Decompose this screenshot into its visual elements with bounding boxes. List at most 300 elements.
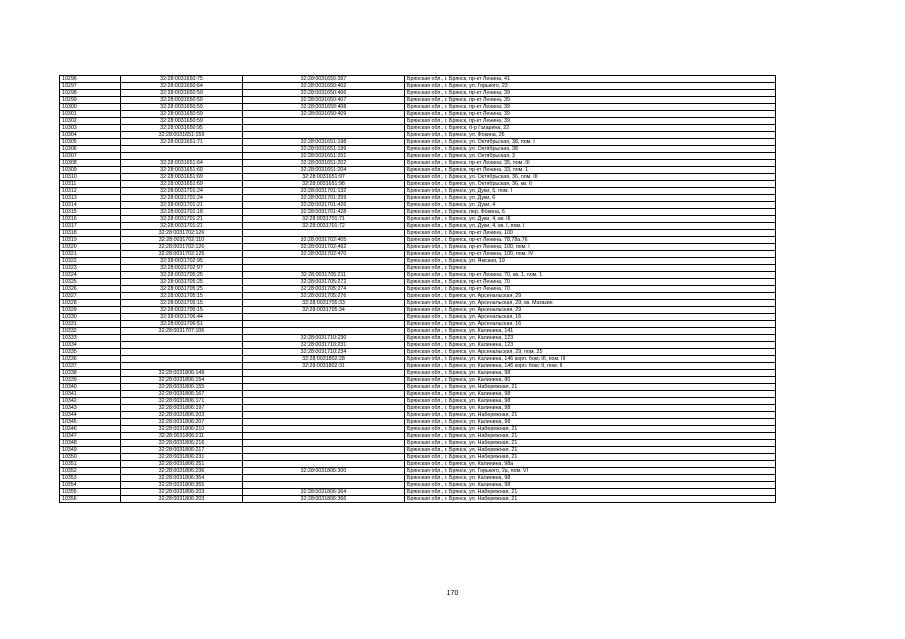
row-number-cell: 10314 xyxy=(60,202,121,209)
building-cadastral-number-cell xyxy=(243,314,405,321)
land-plot-cadastral-number-cell: 32:28:0031705:15 xyxy=(121,293,243,300)
land-plot-cadastral-number-cell: 32:28:0031702:95 xyxy=(121,258,243,265)
row-number-cell: 10296 xyxy=(60,76,121,83)
building-cadastral-number-cell: 32:28:0031705:274 xyxy=(243,286,405,293)
address-cell: Брянская обл., г. Брянск, ул. Набережная, 21 xyxy=(405,440,776,447)
address-cell: Брянская обл., г. Брянск, ул. Набережная, 21 xyxy=(405,412,776,419)
building-cadastral-number-cell: 32:28:0031701:428 xyxy=(243,209,405,216)
row-number-cell: 10305 xyxy=(60,139,121,146)
address-cell: Брянская обл., г. Брянск, ул. Калинина, 98 xyxy=(405,482,776,489)
building-cadastral-number-cell xyxy=(243,391,405,398)
building-cadastral-number-cell: 32:28:0031710:230 xyxy=(243,335,405,342)
table-row xyxy=(60,454,776,461)
row-number-cell: 10312 xyxy=(60,188,121,195)
land-plot-cadastral-number-cell: 32:28:0031806:236 xyxy=(121,468,243,475)
address-cell: Брянская обл., г. Брянск, ул. Октябрьская, 36, пом. III xyxy=(405,174,776,181)
building-cadastral-number-cell xyxy=(243,433,405,440)
building-cadastral-number-cell xyxy=(243,398,405,405)
land-plot-cadastral-number-cell: 32:28:0031651:71 xyxy=(121,139,243,146)
table-row xyxy=(60,335,776,342)
address-cell: Брянская обл., г. Брянск, пр-кт Ленина, 100, пом. IV xyxy=(405,251,776,258)
table-row xyxy=(60,181,776,188)
building-cadastral-number-cell xyxy=(243,426,405,433)
table-row xyxy=(60,433,776,440)
row-number-cell: 10310 xyxy=(60,174,121,181)
address-cell: Брянская обл., г. Брянск, ул. Калинина, 98 xyxy=(405,370,776,377)
land-plot-cadastral-number-cell: 32:28:0031806:211 xyxy=(121,433,243,440)
building-cadastral-number-cell xyxy=(243,321,405,328)
land-plot-cadastral-number-cell: 32:28:0031806:217 xyxy=(121,447,243,454)
building-cadastral-number-cell: 32:28:0031650:402 xyxy=(243,83,405,90)
building-cadastral-number-cell: 32:28:0031705:34 xyxy=(243,307,405,314)
row-number-cell: 10322 xyxy=(60,258,121,265)
table-row xyxy=(60,447,776,454)
building-cadastral-number-cell xyxy=(243,475,405,482)
building-cadastral-number-cell xyxy=(243,118,405,125)
land-plot-cadastral-number-cell: 32:28:0031650:59 xyxy=(121,97,243,104)
row-number-cell: 10308 xyxy=(60,160,121,167)
table-row xyxy=(60,83,776,90)
page-number: 170 xyxy=(446,590,459,597)
row-number-cell: 10324 xyxy=(60,272,121,279)
table-row xyxy=(60,440,776,447)
building-cadastral-number-cell: 32:28:0031651:97 xyxy=(243,174,405,181)
row-number-cell: 10298 xyxy=(60,90,121,97)
row-number-cell: 10323 xyxy=(60,265,121,272)
table-row xyxy=(60,482,776,489)
building-cadastral-number-cell xyxy=(243,377,405,384)
land-plot-cadastral-number-cell: 32:28:0031705:25 xyxy=(121,286,243,293)
land-plot-cadastral-number-cell xyxy=(121,363,243,370)
land-plot-cadastral-number-cell: 32:28:0031702:97 xyxy=(121,265,243,272)
land-plot-cadastral-number-cell: 32:28:0031701:21 xyxy=(121,216,243,223)
address-cell: Брянская обл., г. Брянск, ул. Калинина, 98 xyxy=(405,405,776,412)
table-row xyxy=(60,468,776,475)
address-cell: Брянская обл., г. Брянск, ул. Горького, 2а, пом. VI xyxy=(405,468,776,475)
address-cell: Брянская обл., г. Брянск, пер. Фокина, 6 xyxy=(405,209,776,216)
land-plot-cadastral-number-cell: 32:28:0031706:44 xyxy=(121,314,243,321)
table-row xyxy=(60,384,776,391)
land-plot-cadastral-number-cell: 32:28:0031650:59 xyxy=(121,118,243,125)
building-cadastral-number-cell: 32:28:0031651:198 xyxy=(243,139,405,146)
land-plot-cadastral-number-cell: 32:28:0031702:126 xyxy=(121,230,243,237)
building-cadastral-number-cell: 32:28:0031651:201 xyxy=(243,153,405,160)
building-cadastral-number-cell: 32:28:0031651:204 xyxy=(243,167,405,174)
row-number-cell: 10302 xyxy=(60,118,121,125)
building-cadastral-number-cell: 32:28:0031710:231 xyxy=(243,342,405,349)
address-cell: Брянская обл., г. Брянск, ул. Калинина, 98а xyxy=(405,461,776,468)
row-number-cell: 10325 xyxy=(60,279,121,286)
land-plot-cadastral-number-cell: 32:28:0031650:95 xyxy=(121,125,243,132)
building-cadastral-number-cell xyxy=(243,454,405,461)
table-row xyxy=(60,251,776,258)
table-row xyxy=(60,76,776,83)
table-row xyxy=(60,90,776,97)
land-plot-cadastral-number-cell: 32:28:0031806:197 xyxy=(121,405,243,412)
row-number-cell: 10356 xyxy=(60,496,121,503)
table-row xyxy=(60,265,776,272)
building-cadastral-number-cell: 32:28:0031701:72 xyxy=(243,223,405,230)
land-plot-cadastral-number-cell: 32:28:0031701:18 xyxy=(121,209,243,216)
table-row xyxy=(60,314,776,321)
address-cell: Брянская обл., г. Брянск, ул. Калинина, 90 xyxy=(405,377,776,384)
land-plot-cadastral-number-cell: 32:28:0031701:24 xyxy=(121,195,243,202)
address-cell: Брянская обл., г. Брянск, пр-кт Ленина, 33, пом. 1 xyxy=(405,167,776,174)
row-number-cell: 10350 xyxy=(60,454,121,461)
land-plot-cadastral-number-cell xyxy=(121,342,243,349)
building-cadastral-number-cell: 32:28:0031710:234 xyxy=(243,349,405,356)
address-cell: Брянская обл., г. Брянск, ул. Октябрьская, 36, кв. II xyxy=(405,181,776,188)
table-row xyxy=(60,300,776,307)
row-number-cell: 10345 xyxy=(60,419,121,426)
building-cadastral-number-cell: 32:28:0031705:276 xyxy=(243,293,405,300)
building-cadastral-number-cell xyxy=(243,461,405,468)
address-cell: Брянская обл., г. Брянск, ул. Набережная, 21 xyxy=(405,447,776,454)
building-cadastral-number-cell: 32:28:0031650:408 xyxy=(243,104,405,111)
row-number-cell: 10315 xyxy=(60,209,121,216)
table-row xyxy=(60,349,776,356)
land-plot-cadastral-number-cell: 32:28:0031651:64 xyxy=(121,160,243,167)
address-cell: Брянская обл., г. Брянск, ул. Октябрьская, 38 xyxy=(405,146,776,153)
row-number-cell: 10338 xyxy=(60,370,121,377)
cadastral-table xyxy=(59,75,776,503)
row-number-cell: 10301 xyxy=(60,111,121,118)
land-plot-cadastral-number-cell: 32:28:0031806:216 xyxy=(121,440,243,447)
address-cell: Брянская обл., г. Брянск, ул. Октябрьская, 38, пом. I xyxy=(405,139,776,146)
building-cadastral-number-cell: 32:28:0031702:405 xyxy=(243,237,405,244)
row-number-cell: 10319 xyxy=(60,237,121,244)
row-number-cell: 10337 xyxy=(60,363,121,370)
land-plot-cadastral-number-cell xyxy=(121,356,243,363)
building-cadastral-number-cell: 32:28:0031651:98 xyxy=(243,181,405,188)
building-cadastral-number-cell: 32:28:0031651:202 xyxy=(243,160,405,167)
row-number-cell: 10344 xyxy=(60,412,121,419)
address-cell: Брянская обл., г. Брянск, ул. Калинина, 123 xyxy=(405,342,776,349)
row-number-cell: 10318 xyxy=(60,230,121,237)
row-number-cell: 10355 xyxy=(60,489,121,496)
table-row xyxy=(60,132,776,139)
row-number-cell: 10326 xyxy=(60,286,121,293)
building-cadastral-number-cell xyxy=(243,370,405,377)
row-number-cell: 10342 xyxy=(60,398,121,405)
row-number-cell: 10334 xyxy=(60,342,121,349)
table-row xyxy=(60,356,776,363)
row-number-cell: 10309 xyxy=(60,167,121,174)
row-number-cell: 10316 xyxy=(60,216,121,223)
building-cadastral-number-cell: 32:28:0031701:426 xyxy=(243,202,405,209)
building-cadastral-number-cell: 32:28:0031806:364 xyxy=(243,489,405,496)
land-plot-cadastral-number-cell: 32:28:0031705:25 xyxy=(121,272,243,279)
building-cadastral-number-cell xyxy=(243,447,405,454)
building-cadastral-number-cell xyxy=(243,230,405,237)
building-cadastral-number-cell: 32:28:0031701:71 xyxy=(243,216,405,223)
land-plot-cadastral-number-cell: 32:28:0031706:51 xyxy=(121,321,243,328)
table-row xyxy=(60,104,776,111)
table-row xyxy=(60,223,776,230)
table-row xyxy=(60,139,776,146)
table-row xyxy=(60,412,776,419)
row-number-cell: 10352 xyxy=(60,468,121,475)
table-row xyxy=(60,279,776,286)
address-cell: Брянская обл., г. Брянск, ул. Набережная, 21 xyxy=(405,489,776,496)
building-cadastral-number-cell: 32:28:0031705:33 xyxy=(243,300,405,307)
land-plot-cadastral-number-cell xyxy=(121,146,243,153)
row-number-cell: 10313 xyxy=(60,195,121,202)
land-plot-cadastral-number-cell xyxy=(121,335,243,342)
address-cell: Брянская обл., г. Брянск, ул. Набережная, 21 xyxy=(405,433,776,440)
row-number-cell: 10297 xyxy=(60,83,121,90)
row-number-cell: 10306 xyxy=(60,146,121,153)
table-row xyxy=(60,342,776,349)
building-cadastral-number-cell: 32:28:0031651:199 xyxy=(243,146,405,153)
table-row xyxy=(60,489,776,496)
row-number-cell: 10303 xyxy=(60,125,121,132)
land-plot-cadastral-number-cell: 32:28:0031650:59 xyxy=(121,90,243,97)
land-plot-cadastral-number-cell: 32:28:0031705:15 xyxy=(121,300,243,307)
table-row xyxy=(60,363,776,370)
building-cadastral-number-cell: 32:28:0031802:31 xyxy=(243,363,405,370)
table-row xyxy=(60,377,776,384)
row-number-cell: 10336 xyxy=(60,356,121,363)
building-cadastral-number-cell: 32:28:0031650:397 xyxy=(243,76,405,83)
table-row xyxy=(60,160,776,167)
row-number-cell: 10339 xyxy=(60,377,121,384)
table-row xyxy=(60,230,776,237)
row-number-cell: 10332 xyxy=(60,328,121,335)
row-number-cell: 10317 xyxy=(60,223,121,230)
land-plot-cadastral-number-cell: 32:28:0031806:355 xyxy=(121,482,243,489)
address-cell: Брянская обл., г. Брянск, пр-кт Ленина, 70 xyxy=(405,286,776,293)
address-cell: Брянская обл., г. Брянск, ул. Дуки, 4, кв. I, пом. I xyxy=(405,223,776,230)
address-cell: Брянская обл., г. Брянск, ул. Дуки, 4, кв. III xyxy=(405,216,776,223)
table-row xyxy=(60,272,776,279)
land-plot-cadastral-number-cell: 32:28:0031650:59 xyxy=(121,111,243,118)
table-row xyxy=(60,153,776,160)
land-plot-cadastral-number-cell: 32:28:0031806:149 xyxy=(121,370,243,377)
table-row xyxy=(60,286,776,293)
row-number-cell: 10341 xyxy=(60,391,121,398)
row-number-cell: 10340 xyxy=(60,384,121,391)
row-number-cell: 10320 xyxy=(60,244,121,251)
land-plot-cadastral-number-cell: 32:28:0031806:203 xyxy=(121,489,243,496)
address-cell: Брянская обл., г. Брянск, пр-кт Ленина, 39 xyxy=(405,118,776,125)
address-cell: Брянская обл., г. Брянск, пр-кт Ленина, 78,78а,76 xyxy=(405,237,776,244)
building-cadastral-number-cell xyxy=(243,482,405,489)
land-plot-cadastral-number-cell: 32:28:0031701:21 xyxy=(121,223,243,230)
address-cell: Брянская обл., г. Брянск, ул. Калинина, 98 xyxy=(405,391,776,398)
building-cadastral-number-cell xyxy=(243,384,405,391)
address-cell: Брянская обл., г. Брянск, ул. Арсенальская, 16 xyxy=(405,314,776,321)
table-row xyxy=(60,405,776,412)
building-cadastral-number-cell xyxy=(243,265,405,272)
row-number-cell: 10354 xyxy=(60,482,121,489)
row-number-cell: 10327 xyxy=(60,293,121,300)
address-cell: Брянская обл., г. Брянск, ул. Набережная, 21 xyxy=(405,496,776,503)
address-cell: Брянская обл., г. Брянск, ул. Дуки, 6, пом. I xyxy=(405,188,776,195)
table-row xyxy=(60,111,776,118)
address-cell: Брянская обл., г. Брянск, ул. Калинина, 146 корп. бокс II, пом. II xyxy=(405,363,776,370)
land-plot-cadastral-number-cell: 32:28:0031806:251 xyxy=(121,461,243,468)
address-cell: Брянская обл., г. Брянск, пр-кт Ленина, 35, пом. III xyxy=(405,160,776,167)
row-number-cell: 10349 xyxy=(60,447,121,454)
building-cadastral-number-cell: 32:28:0031650:406 xyxy=(243,90,405,97)
table-row xyxy=(60,118,776,125)
building-cadastral-number-cell: 32:28:0031802:28 xyxy=(243,356,405,363)
table-row xyxy=(60,419,776,426)
address-cell: Брянская обл., г. Брянск, пр-кт Ленина, 100, пом. I xyxy=(405,244,776,251)
building-cadastral-number-cell: 32:28:0031702:470 xyxy=(243,251,405,258)
land-plot-cadastral-number-cell: 32:28:0031651:69 xyxy=(121,174,243,181)
row-number-cell: 10311 xyxy=(60,181,121,188)
land-plot-cadastral-number-cell: 32:28:0031701:24 xyxy=(121,188,243,195)
row-number-cell: 10347 xyxy=(60,433,121,440)
table-row xyxy=(60,293,776,300)
land-plot-cadastral-number-cell: 32:28:0031806:171 xyxy=(121,398,243,405)
table-row xyxy=(60,370,776,377)
land-plot-cadastral-number-cell: 32:28:0031651:159 xyxy=(121,132,243,139)
address-cell: Брянская обл., г. Брянск, ул. Набережная, 21 xyxy=(405,454,776,461)
table-row xyxy=(60,209,776,216)
table-row xyxy=(60,216,776,223)
building-cadastral-number-cell: 32:28:0031806:366 xyxy=(243,496,405,503)
building-cadastral-number-cell: 32:28:0031650:409 xyxy=(243,111,405,118)
row-number-cell: 10353 xyxy=(60,475,121,482)
building-cadastral-number-cell: 32:28:0031705:272 xyxy=(243,279,405,286)
address-cell: Брянская обл., г. Брянск, ул. Арсенальская, 29 xyxy=(405,293,776,300)
table-row xyxy=(60,146,776,153)
address-cell: Брянская обл., г. Брянск, пр-кт Ленина, 39 xyxy=(405,111,776,118)
address-cell: Брянская обл., г. Брянск, пр-кт Ленина, 70 xyxy=(405,279,776,286)
table-row xyxy=(60,321,776,328)
table-row xyxy=(60,258,776,265)
address-cell: Брянская обл., г. Брянск, пр-кт Ленина, 41 xyxy=(405,76,776,83)
address-cell: Брянская обл., г. Брянск, ул. Набережная, 21 xyxy=(405,384,776,391)
building-cadastral-number-cell xyxy=(243,412,405,419)
land-plot-cadastral-number-cell xyxy=(121,153,243,160)
row-number-cell: 10331 xyxy=(60,321,121,328)
land-plot-cadastral-number-cell: 32:28:0031806:155 xyxy=(121,384,243,391)
building-cadastral-number-cell xyxy=(243,328,405,335)
address-cell: Брянская обл., г. Брянск, ул. Арсенальская, 29 xyxy=(405,307,776,314)
table-row xyxy=(60,244,776,251)
table-row xyxy=(60,97,776,104)
land-plot-cadastral-number-cell: 32:28:0031806:167 xyxy=(121,391,243,398)
land-plot-cadastral-number-cell: 32:28:0031651:60 xyxy=(121,167,243,174)
row-number-cell: 10304 xyxy=(60,132,121,139)
table-row xyxy=(60,328,776,335)
land-plot-cadastral-number-cell: 32:28:0031806:203 xyxy=(121,412,243,419)
table-row xyxy=(60,398,776,405)
table-row xyxy=(60,237,776,244)
building-cadastral-number-cell xyxy=(243,258,405,265)
land-plot-cadastral-number-cell: 32:28:0031650:75 xyxy=(121,76,243,83)
address-cell: Брянская обл., г. Брянск, ул. Фокина, 26 xyxy=(405,132,776,139)
land-plot-cadastral-number-cell: 32:28:0031701:21 xyxy=(121,202,243,209)
row-number-cell: 10330 xyxy=(60,314,121,321)
land-plot-cadastral-number-cell xyxy=(121,349,243,356)
land-plot-cadastral-number-cell: 32:28:0031651:69 xyxy=(121,181,243,188)
table-row xyxy=(60,195,776,202)
land-plot-cadastral-number-cell: 32:28:0031702:126 xyxy=(121,251,243,258)
row-number-cell: 10333 xyxy=(60,335,121,342)
address-cell: Брянская обл., г. Брянск, ул. Калинина, 98 xyxy=(405,475,776,482)
table-row xyxy=(60,475,776,482)
table-row xyxy=(60,496,776,503)
land-plot-cadastral-number-cell: 32:28:0031806:210 xyxy=(121,426,243,433)
address-cell: Брянская обл., г. Брянск, ул. Арсенальская, 16 xyxy=(405,321,776,328)
building-cadastral-number-cell xyxy=(243,132,405,139)
building-cadastral-number-cell xyxy=(243,440,405,447)
building-cadastral-number-cell: 32:28:0031650:407 xyxy=(243,97,405,104)
row-number-cell: 10307 xyxy=(60,153,121,160)
table-row xyxy=(60,167,776,174)
land-plot-cadastral-number-cell: 32:28:0031707:106 xyxy=(121,328,243,335)
land-plot-cadastral-number-cell: 32:28:0031806:231 xyxy=(121,454,243,461)
address-cell: Брянская обл., г. Брянск, пр-кт Ленина, 70, кв. 1, пом. 1 xyxy=(405,272,776,279)
land-plot-cadastral-number-cell: 32:28:0031806:154 xyxy=(121,377,243,384)
row-number-cell: 10329 xyxy=(60,307,121,314)
building-cadastral-number-cell xyxy=(243,419,405,426)
address-cell: Брянская обл., г. Брянск, ул. Калинина, 146 корп. бокс III, пом. III xyxy=(405,356,776,363)
cadastral-table-body xyxy=(60,76,776,503)
table-row xyxy=(60,461,776,468)
building-cadastral-number-cell xyxy=(243,405,405,412)
address-cell: Брянская обл., г. Брянск xyxy=(405,265,776,272)
land-plot-cadastral-number-cell: 32:28:0031702:110 xyxy=(121,237,243,244)
address-cell: Брянская обл., г. Брянск, ул. Арсенальская, 29, пом. 25 xyxy=(405,349,776,356)
table-row xyxy=(60,426,776,433)
address-cell: Брянская обл., г. Брянск, ул. Калинина, 123 xyxy=(405,335,776,342)
address-cell: Брянская обл., г. Брянск, б-р Гагарина, 22 xyxy=(405,125,776,132)
row-number-cell: 10299 xyxy=(60,97,121,104)
row-number-cell: 10321 xyxy=(60,251,121,258)
table-row xyxy=(60,174,776,181)
address-cell: Брянская обл., г. Брянск, ул. Дуки, 6 xyxy=(405,195,776,202)
building-cadastral-number-cell: 32:28:0031701:132 xyxy=(243,188,405,195)
row-number-cell: 10328 xyxy=(60,300,121,307)
address-cell: Брянская обл., г. Брянск, ул. Октябрьская, 3 xyxy=(405,153,776,160)
row-number-cell: 10343 xyxy=(60,405,121,412)
table-row xyxy=(60,202,776,209)
land-plot-cadastral-number-cell: 32:28:0031705:15 xyxy=(121,307,243,314)
address-cell: Брянская обл., г. Брянск, ул. Дуки, 4 xyxy=(405,202,776,209)
row-number-cell: 10346 xyxy=(60,426,121,433)
land-plot-cadastral-number-cell: 32:28:0031806:354 xyxy=(121,475,243,482)
building-cadastral-number-cell: 32:28:0031702:462 xyxy=(243,244,405,251)
address-cell: Брянская обл., г. Брянск, ул. Калинина, 98 xyxy=(405,419,776,426)
address-cell: Брянская обл., г. Брянск, ул. Калинина, 141 xyxy=(405,328,776,335)
address-cell: Брянская обл., г. Брянск, ул. Арсенальская, 29, кв. Магазин xyxy=(405,300,776,307)
land-plot-cadastral-number-cell: 32:28:0031702:126 xyxy=(121,244,243,251)
address-cell: Брянская обл., г. Брянск, ул. Ямская, 19 xyxy=(405,258,776,265)
address-cell: Брянская обл., г. Брянск, пр-кт Ленина, 39 xyxy=(405,97,776,104)
building-cadastral-number-cell: 32:28:0031806:300 xyxy=(243,468,405,475)
address-cell: Брянская обл., г. Брянск, пр-кт Ленина, 39 xyxy=(405,104,776,111)
building-cadastral-number-cell xyxy=(243,125,405,132)
building-cadastral-number-cell: 32:28:0031701:259 xyxy=(243,195,405,202)
table-row xyxy=(60,307,776,314)
address-cell: Брянская обл., г. Брянск, ул. Калинина, 98 xyxy=(405,398,776,405)
address-cell: Брянская обл., г. Брянск, ул. Горького, 23 xyxy=(405,83,776,90)
row-number-cell: 10351 xyxy=(60,461,121,468)
land-plot-cadastral-number-cell: 32:28:0031650:64 xyxy=(121,83,243,90)
address-cell: Брянская обл., г. Брянск, ул. Набережная, 21 xyxy=(405,426,776,433)
table-row xyxy=(60,125,776,132)
land-plot-cadastral-number-cell: 32:28:0031806:207 xyxy=(121,419,243,426)
row-number-cell: 10348 xyxy=(60,440,121,447)
land-plot-cadastral-number-cell: 32:28:0031806:203 xyxy=(121,496,243,503)
address-cell: Брянская обл., г. Брянск, пр-кт Ленина, 39 xyxy=(405,90,776,97)
